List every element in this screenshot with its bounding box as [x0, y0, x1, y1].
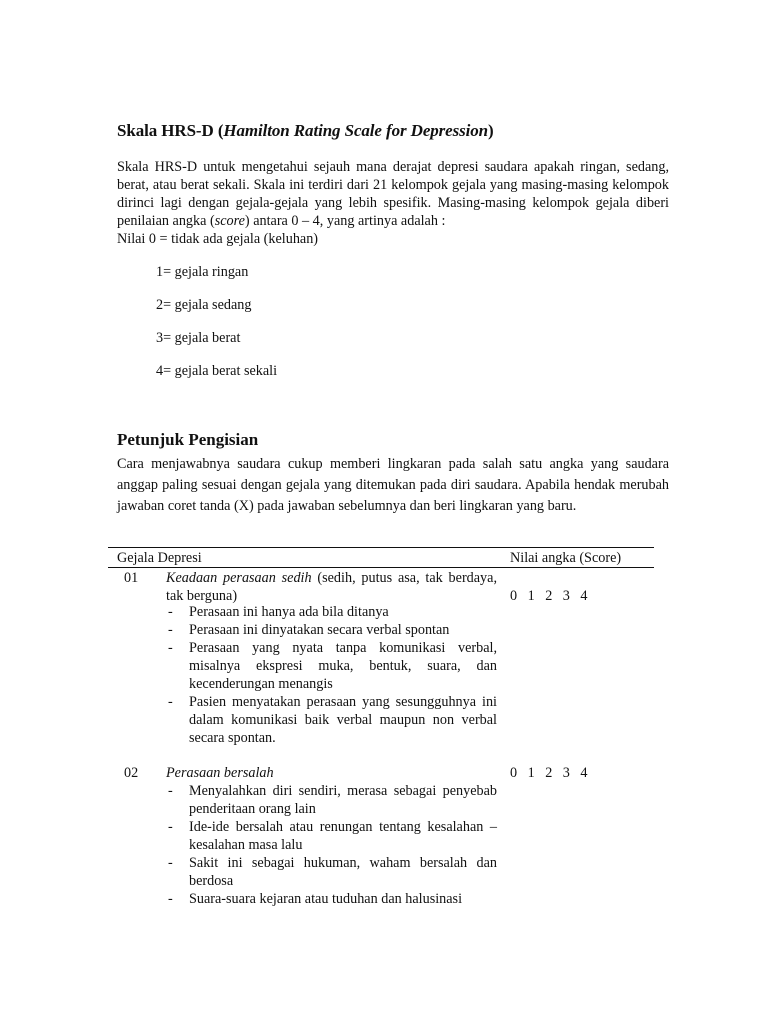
- item-01-score-2[interactable]: 2: [545, 588, 553, 604]
- item-02-bullets: [166, 782, 497, 908]
- scale-level-3: 3= gejala berat: [156, 330, 241, 346]
- scale-level-4: 4= gejala berat sekali: [156, 363, 278, 379]
- item-02-score-0[interactable]: 0: [510, 765, 518, 781]
- item-01-score-3[interactable]: 3: [562, 588, 570, 604]
- item-01-score-1[interactable]: 1: [527, 588, 535, 604]
- table-header-score: Nilai angka (Score): [510, 550, 622, 566]
- petunjuk-heading: Petunjuk Pengisian: [117, 430, 259, 449]
- list-item: - Perasaan yang nyata tanpa komunikasi verbal, misalnya ekspresi muka, bentuk, suara, dan kecenderungan menangis: [168, 640, 497, 692]
- item-01-score-4[interactable]: 4: [580, 588, 588, 604]
- table-header-gejala: Gejala Depresi: [117, 550, 202, 566]
- item-01-number: 01: [124, 570, 139, 586]
- list-item: - Pasien menyatakan perasaan yang sesungguhnya ini dalam komunikasi baik verbal maupun non verbal secara spontan.: [168, 694, 497, 746]
- item-02-score-4[interactable]: 4: [580, 765, 588, 781]
- list-item: - Ide-ide bersalah atau renungan tentang kesalahan – kesalahan masa lalu: [168, 819, 497, 853]
- petunjuk-paragraph: Cara menjawabnya saudara cukup memberi lingkaran pada salah satu angka yang saudara anggap paling sesuai dengan gejala yang ditemukan pada diri saudara. Apabila hendak merubah jawaban coret tanda (X) pada jawaban sebelumnya dan beri lingkaran yang baru.: [117, 456, 669, 514]
- item-02-scores: [510, 764, 587, 782]
- item-02-score-1[interactable]: 1: [527, 765, 535, 781]
- item-02-title: Perasaan bersalah: [166, 765, 274, 781]
- list-item: - Menyalahkan diri sendiri, merasa sebagai penyebab penderitaan orang lain: [168, 783, 497, 817]
- table-header-rule: [108, 567, 654, 568]
- title-italic: Hamilton Rating Scale for Depression: [223, 121, 489, 140]
- item-02-score-2[interactable]: 2: [545, 765, 553, 781]
- list-item: - Sakit ini sebagai hukuman, waham bersalah dan berdosa: [168, 855, 497, 889]
- list-item: - Perasaan ini dinyatakan secara verbal spontan: [168, 622, 450, 638]
- item-01-bullets: [166, 603, 497, 747]
- scale-level-2: 2= gejala sedang: [156, 297, 252, 313]
- list-item: - Suara-suara kejaran atau tuduhan dan halusinasi: [168, 891, 463, 907]
- scale-level-1: 1= gejala ringan: [156, 264, 249, 280]
- item-02-score-3[interactable]: 3: [562, 765, 570, 781]
- item-02-number: 02: [124, 765, 139, 781]
- table-top-rule: [108, 547, 654, 548]
- document-title: Skala HRS-D (Hamilton Rating Scale for Depression): [117, 121, 494, 140]
- intro-score-italic: score: [214, 213, 245, 229]
- item-01-scores: [510, 587, 587, 605]
- item-01-title: Keadaan perasaan sedih (sedih, putus asa, tak berdaya, tak berguna): [166, 570, 497, 604]
- item-01-score-0[interactable]: 0: [510, 588, 518, 604]
- list-item: - Perasaan ini hanya ada bila ditanya: [168, 604, 389, 620]
- scale-nilai-0: Nilai 0 = tidak ada gejala (keluhan): [117, 231, 319, 247]
- intro-paragraph: Skala HRS-D untuk mengetahui sejauh mana derajat depresi saudara apakah ringan, sedang, berat, atau berat sekali. Skala ini terdiri dari 21 kelompok gejala yang masing-masing kelompok dirinci lagi dengan gejala-gejala yang lebih spesifik. Masing-masing kelompok gejala diberi penilaian angka (score) antara 0 – 4, yang artinya adalah :: [117, 159, 669, 229]
